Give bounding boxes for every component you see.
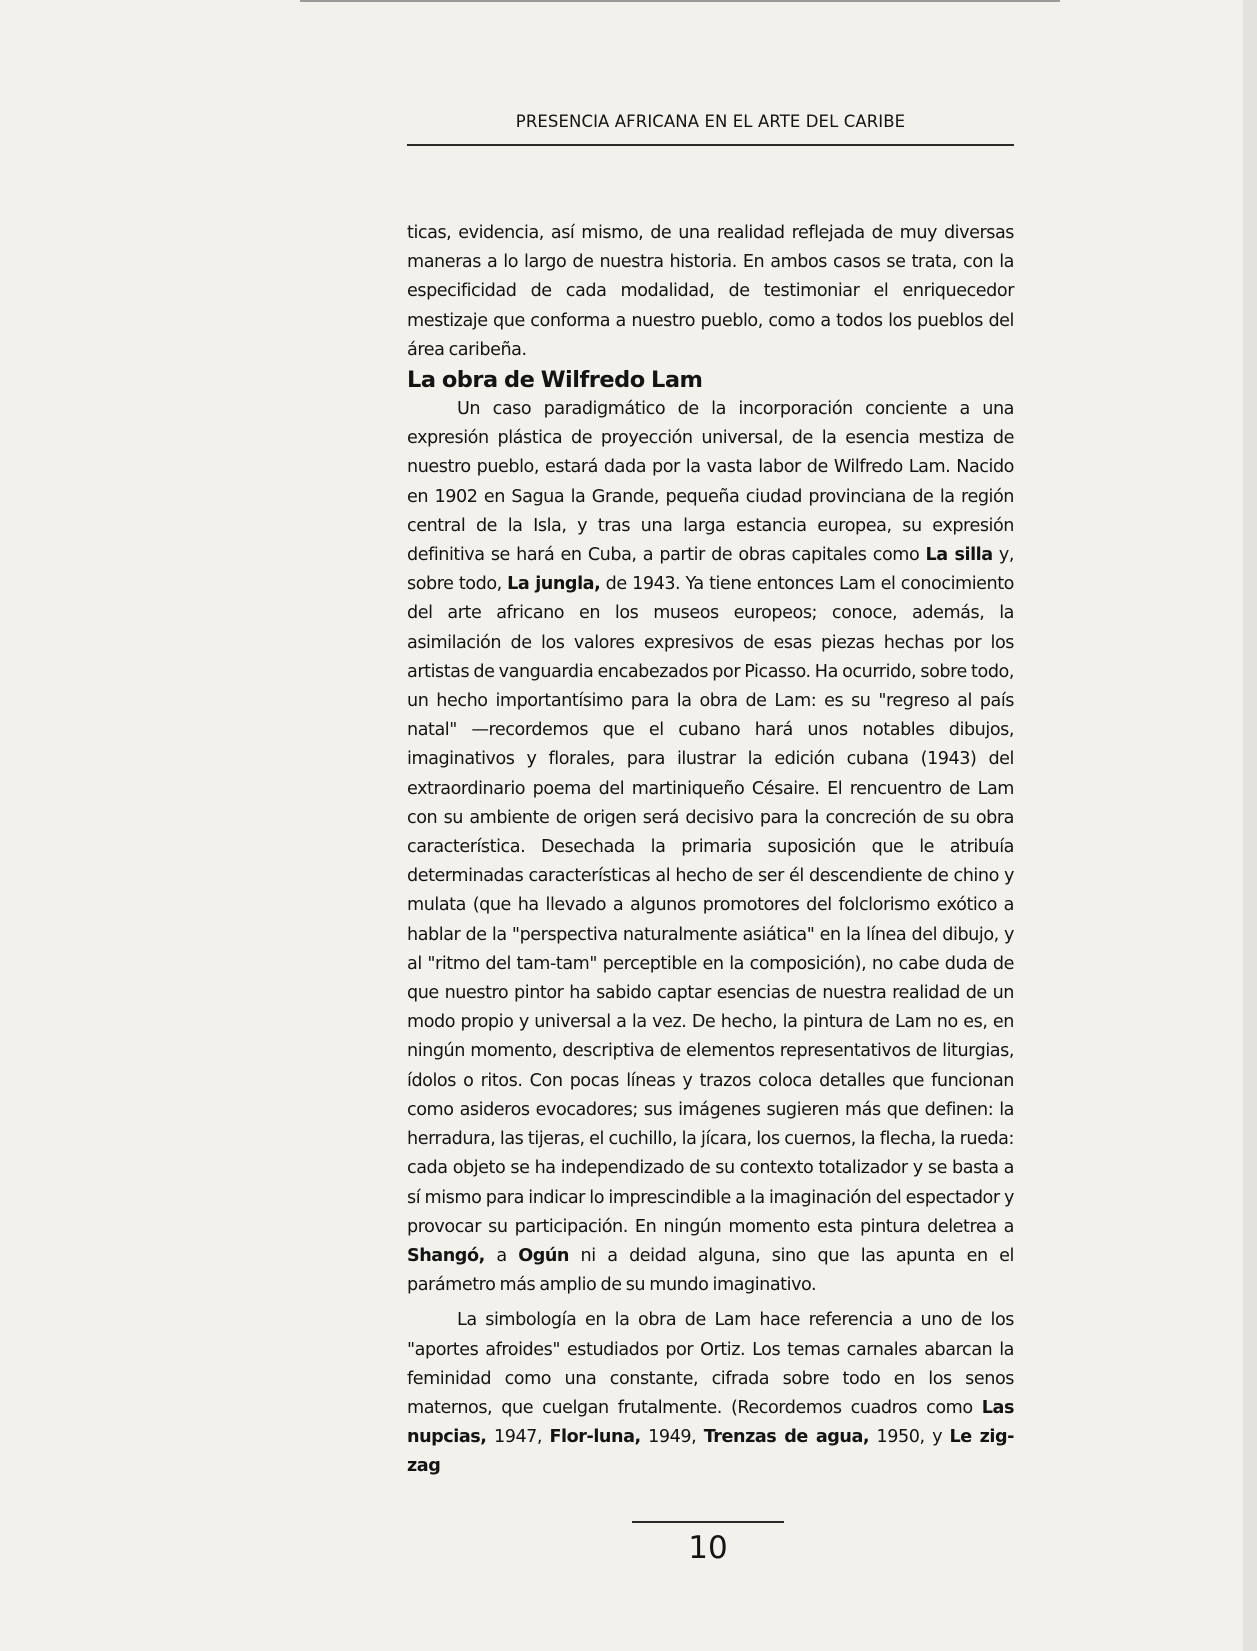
page-number: 10 [688, 1530, 728, 1566]
page-body [407, 219, 1014, 1482]
text-run: ni a deidad alguna, sino que las apunta en el parámetro más amplio de su mundo imaginativo. [407, 1245, 1014, 1296]
text-run: y, sobre todo, [407, 545, 1014, 595]
artwork-title: Le zig-zag [407, 1427, 1015, 1477]
page-right-edge [1243, 0, 1257, 1651]
deity-name: Ogún [518, 1245, 570, 1266]
section-heading: La obra de Wilfredo Lam [407, 367, 703, 394]
text-run: Un caso paradigmático de la incorporación conciente a una expresión plástica de proyección universal, de la esencia mestiza de nuestro pueblo, estará dada por la vasta labor de Wilfredo Lam. Nacido en 1902 en Sagua la Grande, pequeña ciudad provinciana de la región central de la Isla, y tras una larga estancia europea, su expresión definitiva se hará en Cuba, a partir de obras capitales como [407, 399, 1014, 566]
artwork-title: Flor-luna, [549, 1427, 641, 1448]
paragraph-lam-1 [407, 395, 1014, 1300]
artwork-title: La jungla, [507, 574, 601, 595]
text-run: de 1943. Ya tiene entonces Lam el conocimiento del arte africano en los museos europeos; conoce, además, la asimilación de los valores expresivos de esas piezas hechas por los artistas de vanguardia encabezados por Picasso. Ha ocurrido, sobre todo, un hecho importantísimo para la obra de Lam: es su "regreso al país natal" —recordemos que el cubano hará unos notables dibujos, imaginativos y florales, para ilustrar la edición cubana (1943) del extraordinario poema del martiniqueño Césaire. El rencuentro de Lam con su ambiente de origen será decisivo para la concreción de su obra característica. Desechada la primaria suposición que le atribuía determinadas características al hecho de ser él descendiente de chino y mulata (que ha llevado a algunos promotores del folclorismo exótico a hablar de la "perspectiva naturalmente asiática" en la línea del dibujo, y al "ritmo del tam-tam" perceptible en la composición), no cabe duda de que nuestro pintor ha sabido captar esencias de nuestra realidad de un modo propio y universal a la vez. De hecho, la pintura de Lam no es, en ningún momento, descriptiva de elementos representativos de liturgias, ídolos o ritos. Con pocas líneas y trazos coloca detalles que funcionan como asideros evocadores; sus imágenes sugieren más que definen: la herradura, las tijeras, el cuchillo, la jícara, los cuernos, la flecha, la rueda: cada objeto se ha independizado de su contexto totalizador y se basta a sí mismo para indicar lo imprescindible a la imaginación del espectador y provocar su participación. En ningún momento esta pintura deletrea a [407, 574, 1014, 1237]
paragraph-continuation: ticas, evidencia, así mismo, de una realidad reflejada de muy diversas maneras a lo largo de nuestra historia. En ambos casos se trata, con la especificidad de cada modalidad, de testimoniar el enriquecedor mestizaje que conforma a nuestro pueblo, como a todos los pueblos del área caribeña. [407, 223, 1014, 360]
page-top-edge [300, 0, 1060, 2]
text-run: 1949, [640, 1427, 704, 1448]
text-run: a [484, 1245, 519, 1266]
artwork-title: Trenzas de agua, [703, 1427, 870, 1448]
header-rule [407, 144, 1014, 146]
text-run: La simbología en la obra de Lam hace referencia a uno de los "aportes afroides" estudiados por Ortiz. Los temas carnales abarcan la feminidad como una constante, cifrada sobre todo en los senos maternos, que cuelgan frutalmente. (Recordemos cuadros como [407, 1310, 1014, 1418]
paragraph-lam-2 [407, 1306, 1014, 1481]
artwork-title: Las nupcias, [407, 1397, 1014, 1448]
text-run: 1950, y [869, 1427, 950, 1448]
text-run: 1947, [486, 1427, 550, 1448]
footer-rule [632, 1521, 784, 1523]
running-header: PRESENCIA AFRICANA EN EL ARTE DEL CARIBE [515, 112, 906, 131]
artwork-title: La silla [925, 545, 993, 566]
deity-name: Shangó, [407, 1245, 485, 1266]
